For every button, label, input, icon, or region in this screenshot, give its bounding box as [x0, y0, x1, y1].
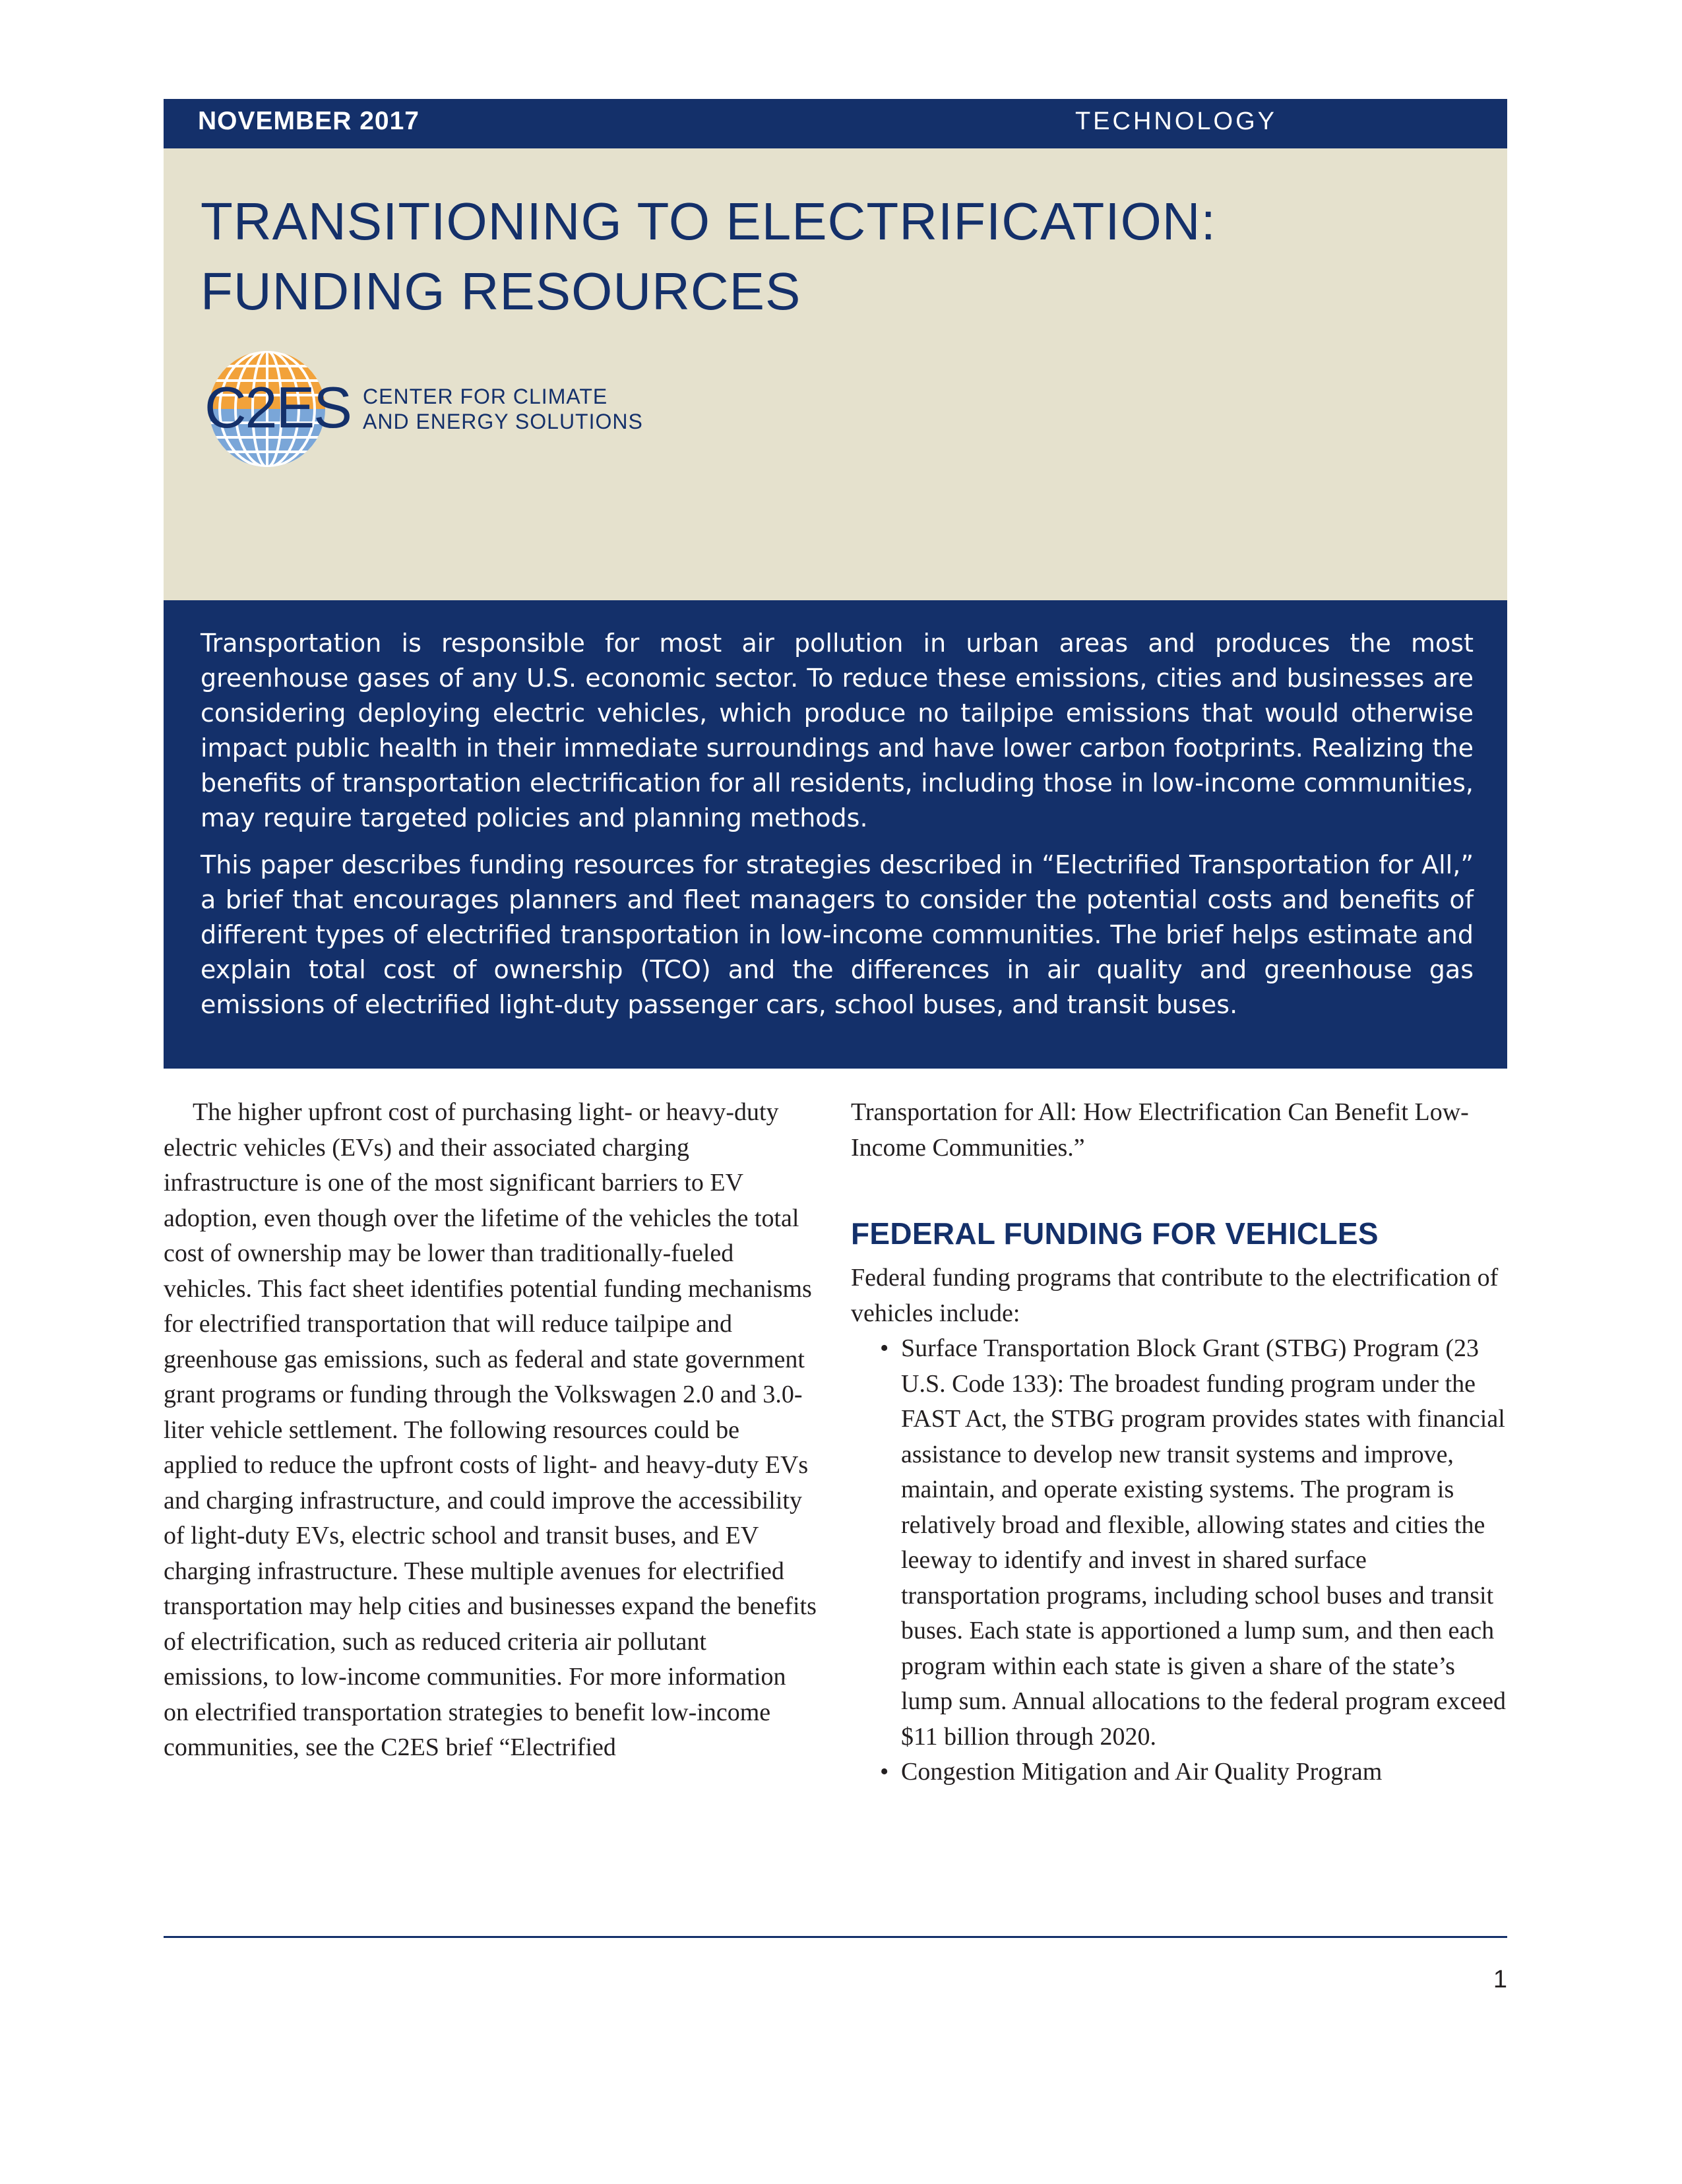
title-line-1: TRANSITIONING TO ELECTRIFICATION: [201, 192, 1216, 251]
logo-line-2: AND ENERGY SOLUTIONS [363, 410, 643, 433]
list-item-text: Surface Transportation Block Grant (STBG) Program (23 U.S. Code 133): The broadest funding program under the FAST Act, the STBG program provides states with financial assistance to develop new transit systems and improve, maintain, and operate existing systems. The program is relatively broad and flexible, allowing states and cities the leeway to identify and invest in shared surface transportation programs, including school buses and transit buses. Each state is apportioned a lump sum, and then each program within each state is given a share of the state’s lump sum. Annual allocations to the federal program exceed $11 billion through 2020. [901, 1334, 1506, 1751]
left-column [164, 1095, 817, 1766]
c2es-logo [204, 346, 643, 472]
section-intro: Federal funding programs that contribute to the electrification of vehicles include: [851, 1264, 1499, 1327]
intro-paragraph: The higher upfront cost of purchasing light- or heavy-duty electric vehicles (EVs) and their associated charging infrastructure is one of the most significant barriers to EV adoption, even though over the lifetime of the vehicles the total cost of ownership may be lower than traditionally-fueled vehicles. This fact sheet identifies potential funding mechanisms for electrified transportation that will reduce tailpipe and greenhouse gas emissions, such as federal and state government grant programs or funding through the Volkswagen 2.0 and 3.0-liter vehicle settlement. The following resources could be applied to reduce the upfront costs of light- and heavy-duty EVs and charging infrastructure, and could improve the accessibility of light-duty EVs, electric school and transit buses, and EV charging infrastructure. These multiple avenues for electrified transportation may help cities and businesses expand the benefits of electrification, such as reduced criteria air pollutant emissions, to low-income communities. For more information on electrified transportation strategies to benefit low-income communities, see the C2ES brief “Electrified [164, 1098, 817, 1761]
bullet-icon: • [880, 1334, 889, 1362]
right-column [851, 1095, 1507, 1790]
page-title [201, 187, 1216, 327]
list-item [851, 1755, 1507, 1790]
summary-paragraph-2: This paper describes funding resources for strategies described in “Electrified Transportation for All,” a brief that encourages planners and fleet managers to consider the potential costs and benefits of different types of electrified transportation in low-income communities. The brief helps estimate and explain total cost of ownership (TCO) and the differences in air quality and greenhouse gas emissions of electrified light-duty passenger cars, school buses, and transit buses. [201, 850, 1474, 1019]
publication-date: NOVEMBER 2017 [198, 107, 420, 135]
logo-abbreviation: C2ES [204, 375, 351, 440]
summary-paragraph-1: Transportation is responsible for most air pollution in urban areas and produces the most greenhouse gases of any U.S. economic sector. To reduce these emissions, cities and businesses are considering deploying electric vehicles, which produce no tailpipe emissions that would otherwise impact public health in their immediate surroundings and have lower carbon footprints. Realizing the benefits of transportation electrification for all residents, including those in low-income communities, may require targeted policies and planning methods. [201, 629, 1474, 832]
funding-list [851, 1331, 1507, 1790]
list-item [851, 1331, 1507, 1755]
category-label: TECHNOLOGY [1075, 108, 1277, 135]
title-panel [164, 148, 1507, 600]
summary-box [164, 600, 1507, 1069]
title-line-2: FUNDING RESOURCES [201, 262, 801, 321]
page-number: 1 [1493, 1966, 1507, 1993]
section-heading: FEDERAL FUNDING FOR VEHICLES [851, 1216, 1379, 1251]
footer-divider [164, 1936, 1507, 1938]
logo-line-1: CENTER FOR CLIMATE [363, 385, 608, 408]
continuation-paragraph: Transportation for All: How Electrification Can Benefit Low-Income Communities.” [851, 1098, 1469, 1162]
header-bar [164, 99, 1507, 148]
list-item-text: Congestion Mitigation and Air Quality Program [901, 1758, 1383, 1786]
bullet-icon: • [880, 1758, 889, 1786]
